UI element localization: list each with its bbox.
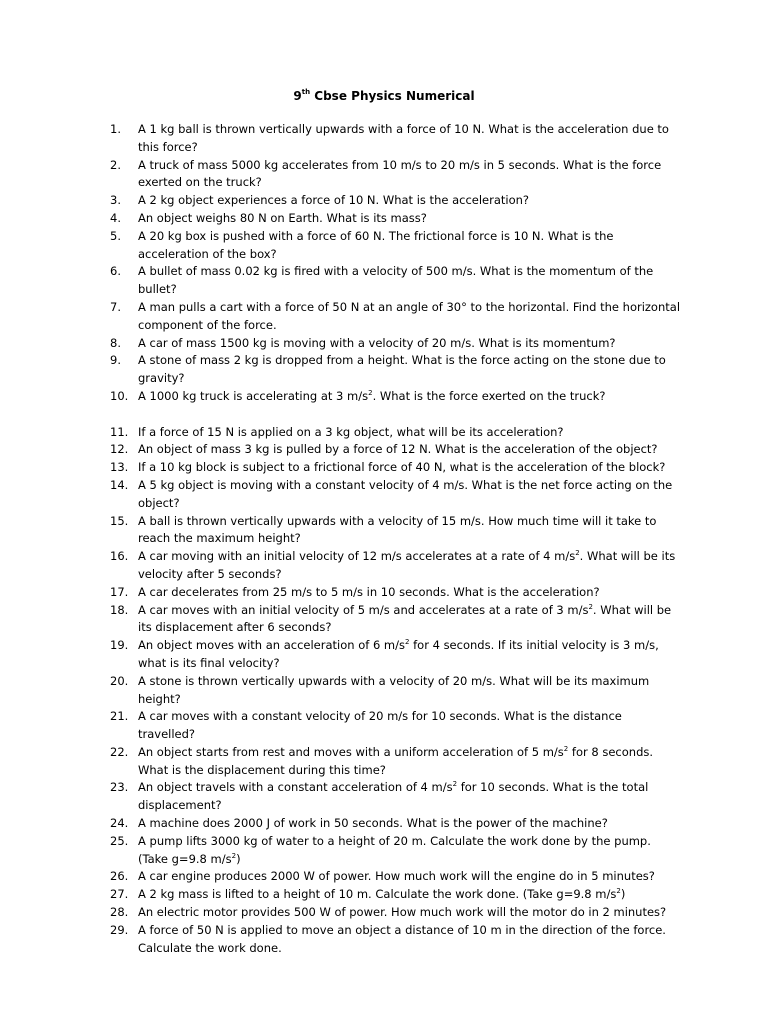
question-text-run: . What will be its velocity after 5 seconds? (138, 549, 676, 581)
question-text (138, 228, 680, 264)
question-item (110, 602, 680, 638)
question-item (110, 121, 680, 157)
question-text (138, 441, 680, 459)
superscript: 2 (563, 745, 569, 754)
superscript: 2 (368, 389, 373, 398)
question-number: 28. (110, 905, 129, 920)
question-text (138, 922, 680, 958)
question-text-run: If a force of 15 N is applied on a 3 kg object, what will be its acceleration? (138, 424, 564, 439)
question-number: 29. (110, 922, 129, 937)
question-item (110, 424, 680, 442)
question-item (110, 637, 680, 673)
question-number: 6. (110, 264, 121, 279)
question-text (138, 744, 680, 780)
question-item (110, 868, 680, 886)
superscript: 2 (405, 638, 410, 647)
question-number: 26. (110, 869, 129, 884)
question-number: 14. (110, 477, 129, 492)
title-superscript: th (301, 88, 311, 96)
question-item (110, 904, 680, 922)
question-item (110, 388, 680, 406)
question-number: 17. (110, 584, 129, 599)
question-item (110, 833, 680, 869)
page-title (0, 87, 768, 105)
superscript: 2 (588, 602, 593, 611)
question-item (110, 744, 680, 780)
question-text-run: for 4 seconds. If its initial velocity is 3 m/s, what is its final velocity? (138, 638, 659, 670)
question-text (138, 548, 680, 584)
section-gap (110, 406, 680, 424)
question-text (138, 833, 680, 869)
question-text (138, 673, 680, 709)
question-text (138, 121, 680, 157)
question-text-run: A 2 kg object experiences a force of 10 N. What is the acceleration? (138, 193, 530, 208)
question-text (138, 388, 680, 406)
question-text (138, 637, 680, 673)
question-text-run: An object starts from rest and moves with a uniform acceleration of 5 m/s (138, 744, 564, 759)
superscript: 2 (575, 549, 580, 558)
question-text (138, 779, 680, 815)
question-item (110, 459, 680, 477)
question-text-run: If a 10 kg block is subject to a frictional force of 40 N, what is the acceleration of the block? (138, 460, 666, 475)
question-item (110, 708, 680, 744)
question-text-run: A machine does 2000 J of work in 50 seconds. What is the power of the machine? (138, 816, 608, 831)
question-text-run: for 8 seconds. What is the displacement during this time? (138, 744, 654, 777)
question-number: 4. (110, 210, 121, 225)
question-number: 12. (110, 442, 129, 457)
question-text-run: An object of mass 3 kg is pulled by a force of 12 N. What is the acceleration of the object? (138, 442, 658, 457)
question-text-run: A ball is thrown vertically upwards with a velocity of 15 m/s. How much time will it take to reach the maximum height? (138, 513, 657, 546)
question-text-run: A truck of mass 5000 kg accelerates from 10 m/s to 20 m/s in 5 seconds. What is the force exerted on the truck? (138, 157, 662, 190)
question-text-run: A 1000 kg truck is accelerating at 3 m/s (138, 388, 369, 403)
question-text-run: A car moves with an initial velocity of 5 m/s and accelerates at a rate of 3 m/s (138, 602, 589, 617)
question-number: 15. (110, 513, 129, 528)
question-number: 5. (110, 228, 121, 243)
question-number: 16. (110, 549, 129, 564)
question-number: 9. (110, 353, 121, 368)
question-item (110, 352, 680, 388)
question-text-run: A car moves with a constant velocity of 20 m/s for 10 seconds. What is the distance travelled? (138, 709, 622, 742)
question-item (110, 886, 680, 904)
question-number: 20. (110, 673, 129, 688)
question-text-run: An electric motor provides 500 W of power. How much work will the motor do in 2 minutes? (138, 905, 667, 920)
question-number: 24. (110, 816, 129, 831)
superscript: 2 (616, 887, 621, 896)
question-item (110, 922, 680, 958)
question-text-run: for 10 seconds. What is the total displacement? (138, 780, 649, 813)
question-list (110, 121, 680, 957)
question-item (110, 157, 680, 193)
question-item (110, 477, 680, 513)
question-text-run: . What is the force exerted on the truck? (372, 388, 606, 403)
question-text-run: A 20 kg box is pushed with a force of 60 N. The frictional force is 10 N. What is the acceleration of the box? (138, 228, 614, 261)
question-number: 25. (110, 833, 129, 848)
question-text (138, 352, 680, 388)
question-item (110, 192, 680, 210)
question-text-run: A car moving with an initial velocity of 12 m/s accelerates at a rate of 4 m/s (138, 549, 576, 564)
question-text (138, 299, 680, 335)
question-text-run: A stone of mass 2 kg is dropped from a height. What is the force acting on the stone due to gravity? (138, 353, 666, 386)
question-text (138, 708, 680, 744)
question-text-run: . What will be its displacement after 6 seconds? (138, 602, 672, 635)
question-text-run: An object travels with a constant acceleration of 4 m/s (138, 780, 453, 795)
question-text-run: A bullet of mass 0.02 kg is fired with a velocity of 500 m/s. What is the momentum of the bullet? (138, 264, 654, 297)
question-text (138, 513, 680, 549)
question-number: 10. (110, 388, 129, 403)
question-item (110, 779, 680, 815)
question-number: 7. (110, 299, 121, 314)
question-number: 27. (110, 887, 129, 902)
question-item (110, 513, 680, 549)
question-item (110, 263, 680, 299)
question-number: 13. (110, 460, 129, 475)
question-number: 3. (110, 193, 121, 208)
question-text (138, 904, 680, 922)
question-text-run: An object weighs 80 N on Earth. What is its mass? (138, 210, 427, 225)
question-text (138, 424, 680, 442)
question-number: 23. (110, 780, 129, 795)
question-text (138, 477, 680, 513)
question-text (138, 459, 680, 477)
question-text (138, 263, 680, 299)
question-text-run: (Take g=9.8 m/s (138, 851, 232, 866)
title-grade: 9 (293, 89, 302, 103)
question-text (138, 868, 680, 886)
question-text (138, 602, 680, 638)
question-text-run: A 1 kg ball is thrown vertically upwards with a force of 10 N. What is the acceleration due to this force? (138, 122, 669, 154)
question-number: 21. (110, 709, 129, 724)
question-text-run: A 2 kg mass is lifted to a height of 10 m. Calculate the work done. (Take g=9.8 m/s (138, 887, 617, 902)
superscript: 2 (231, 851, 237, 860)
question-text-run: A car of mass 1500 kg is moving with a velocity of 20 m/s. What is its momentum? (138, 335, 616, 350)
question-item (110, 228, 680, 264)
question-text-run: A pump lifts 3000 kg of water to a height of 20 m. Calculate the work done by the pump. (138, 833, 651, 848)
question-number: 11. (110, 424, 129, 439)
title-text: Cbse Physics Numerical (310, 89, 475, 103)
question-number: 19. (110, 638, 129, 653)
question-text-run: An object moves with an acceleration of 6 m/s (138, 638, 405, 653)
question-item (110, 548, 680, 584)
question-text-run: ) (620, 887, 626, 902)
question-number: 8. (110, 335, 121, 350)
superscript: 2 (452, 780, 458, 789)
question-item (110, 210, 680, 228)
question-text-run: A car engine produces 2000 W of power. How much work will the engine do in 5 minutes? (138, 869, 655, 884)
question-item (110, 441, 680, 459)
question-text (138, 210, 680, 228)
question-number: 22. (110, 744, 129, 759)
question-text-run: ) (236, 851, 241, 866)
question-number: 1. (110, 122, 121, 136)
question-number: 2. (110, 157, 121, 172)
question-text (138, 192, 680, 210)
question-item (110, 335, 680, 353)
question-text (138, 815, 680, 833)
question-item (110, 673, 680, 709)
question-item (110, 815, 680, 833)
question-text (138, 886, 680, 904)
question-text (138, 335, 680, 353)
question-text (138, 157, 680, 193)
question-text-run: A car decelerates from 25 m/s to 5 m/s in 10 seconds. What is the acceleration? (138, 584, 600, 599)
question-text-run: A stone is thrown vertically upwards with a velocity of 20 m/s. What will be its maximum height? (138, 673, 650, 706)
question-item (110, 584, 680, 602)
question-text-run: A man pulls a cart with a force of 50 N at an angle of 30° to the horizontal. Find the horizontal component of the force. (138, 299, 681, 332)
question-item (110, 299, 680, 335)
question-text-run: A force of 50 N is applied to move an object a distance of 10 m in the direction of the force. Calculate the work done. (138, 922, 666, 955)
question-number: 18. (110, 602, 129, 617)
question-text (138, 584, 680, 602)
question-text-run: A 5 kg object is moving with a constant velocity of 4 m/s. What is the net force acting on the object? (138, 477, 673, 510)
